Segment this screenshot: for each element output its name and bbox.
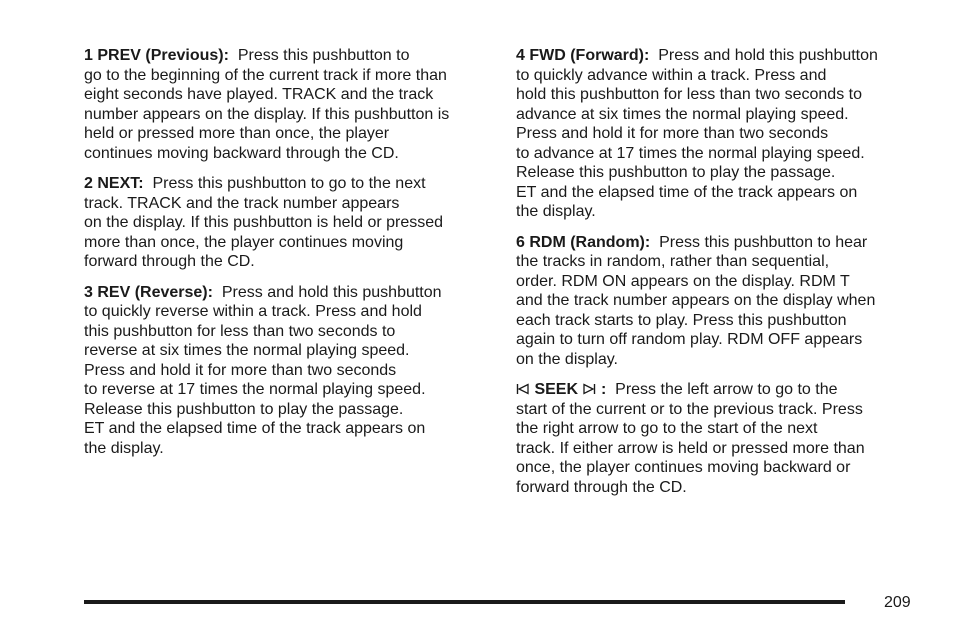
seek-line: start of the current or to the previous track. Press	[516, 400, 863, 418]
paragraph-line: hold this pushbutton for less than two seconds to	[516, 86, 862, 103]
paragraph-line: on the display. If this pushbutton is held or pressed	[84, 214, 444, 231]
paragraph-line: held or pressed more than once, the player	[84, 125, 390, 142]
paragraph-line: forward through the CD.	[84, 253, 255, 270]
paragraph-heading-line	[84, 174, 494, 194]
paragraph-line: Press and hold it for more than two seconds	[516, 125, 829, 142]
seek-paragraph	[516, 380, 926, 497]
paragraph-line: to advance at 17 times the normal playing speed.	[516, 144, 865, 162]
seek-line: forward through the CD.	[516, 478, 687, 496]
paragraph-line: each track starts to play. Press this pushbutton	[516, 311, 847, 329]
seek-colon: :	[600, 381, 607, 398]
paragraph-text: Press and hold this pushbutton	[221, 283, 442, 301]
paragraph-line: eight seconds have played. TRACK and the track	[84, 86, 434, 103]
paragraph-heading-line	[84, 283, 494, 303]
paragraph-line: reverse at six times the normal playing speed.	[84, 342, 410, 359]
seek-forward-icon	[582, 383, 596, 395]
seek-line: track. If either arrow is held or pressed more than	[516, 439, 865, 457]
left-column	[84, 46, 494, 469]
paragraph-text: Press this pushbutton to	[237, 47, 410, 64]
paragraph-line: track. TRACK and the track number appears	[84, 194, 400, 212]
paragraph-line: the tracks in random, rather than sequential,	[516, 253, 830, 270]
paragraph-line: to quickly reverse within a track. Press and hold	[84, 303, 422, 320]
paragraph-line: Release this pushbutton to play the passage.	[84, 400, 404, 418]
paragraph-heading-line	[516, 46, 926, 66]
paragraph-heading-line	[516, 233, 926, 253]
right-column	[516, 46, 926, 508]
paragraph-text: Press this pushbutton to go to the next	[152, 175, 426, 192]
paragraph-line: and the track number appears on the display when	[516, 292, 876, 309]
paragraph-line: advance at six times the normal playing speed.	[516, 105, 849, 123]
seek-line: the right arrow to go to the start of the next	[516, 420, 818, 437]
paragraph-line: order. RDM ON appears on the display. RDM T	[516, 272, 850, 290]
paragraph-line: to reverse at 17 times the normal playing speed.	[84, 381, 426, 398]
paragraph-lead: 3 REV (Reverse):	[84, 283, 213, 301]
paragraph-text: Press and hold this pushbutton	[658, 47, 878, 64]
4-fwd-forward-paragraph	[516, 46, 926, 222]
paragraph-line: continues moving backward through the CD.	[84, 144, 399, 162]
paragraph-line: to quickly advance within a track. Press and	[516, 66, 827, 84]
paragraph-line: again to turn off random play. RDM OFF appears	[516, 331, 863, 348]
paragraph-line: more than once, the player continues moving	[84, 233, 404, 251]
paragraph-line: the display.	[84, 439, 164, 457]
paragraph-line: this pushbutton for less than two seconds to	[84, 322, 396, 340]
paragraph-text: Press this pushbutton to hear	[659, 233, 868, 251]
paragraph-heading-line	[84, 46, 494, 66]
6-rdm-random-paragraph	[516, 233, 926, 370]
seek-text: Press the left arrow to go to the	[615, 381, 838, 398]
paragraph-line: ET and the elapsed time of the track appears on	[84, 420, 426, 437]
3-rev-reverse-paragraph	[84, 283, 494, 459]
seek-label: SEEK	[534, 381, 579, 398]
paragraph-line: the display.	[516, 203, 596, 220]
paragraph-line: Release this pushbutton to play the passage.	[516, 164, 836, 181]
paragraph-line: Press and hold it for more than two seconds	[84, 361, 397, 379]
paragraph-lead: 2 NEXT:	[84, 175, 144, 192]
footer-rule	[84, 600, 845, 604]
paragraph-lead: 1 PREV (Previous):	[84, 47, 229, 64]
1-prev-previous-paragraph	[84, 46, 494, 163]
seek-back-icon	[516, 383, 530, 395]
2-next-paragraph	[84, 174, 494, 272]
paragraph-line: go to the beginning of the current track if more than	[84, 66, 447, 84]
paragraph-line: ET and the elapsed time of the track appears on	[516, 183, 858, 201]
seek-line: once, the player continues moving backward or	[516, 459, 851, 476]
paragraph-lead: 4 FWD (Forward):	[516, 47, 650, 64]
page-number: 209	[884, 594, 911, 611]
paragraph-line: on the display.	[516, 350, 618, 368]
paragraph-lead: 6 RDM (Random):	[516, 233, 651, 251]
seek-heading-line	[516, 380, 926, 400]
paragraph-line: number appears on the display. If this pushbutton is	[84, 105, 450, 123]
